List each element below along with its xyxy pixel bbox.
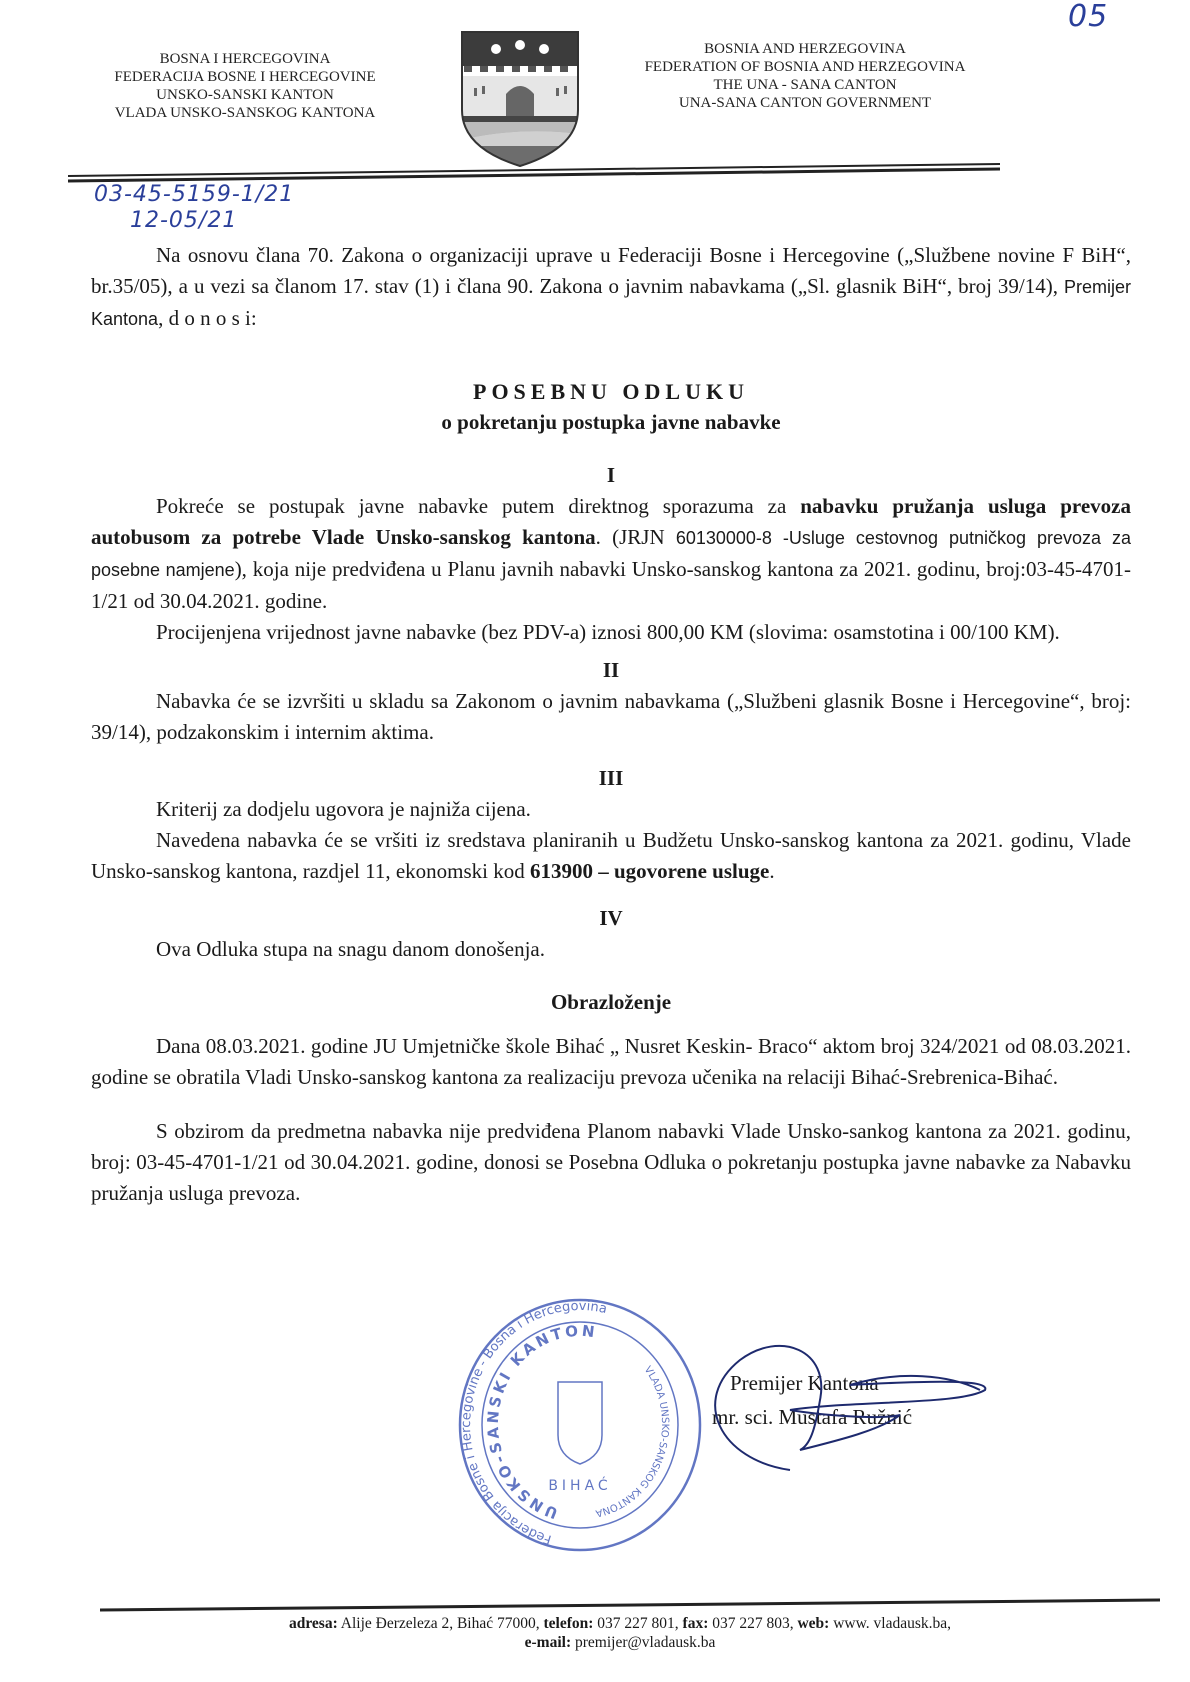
header-right-line: UNA-SANA CANTON GOVERNMENT [678, 95, 932, 111]
footer-contact [120, 1614, 1120, 1652]
explanation-heading: Obrazloženje [550, 990, 672, 1014]
stamp-outer-text: Federacija Bosne i Hercegovine - Bosna i Hercegovina [459, 1298, 609, 1547]
section-heading-ii: II [602, 658, 620, 682]
section-iii-text: Navedena nabavka će se vršiti iz sredstava planiranih u Budžetu Unsko-sanskog kantona za 2021. godinu, Vlade Unsko-sanskog kantona, razdjel 11, ekonomski kod [91, 828, 1131, 883]
section-heading-iii: III [598, 766, 624, 790]
section-heading-i: I [606, 463, 616, 487]
preamble-text: Na osnovu člana 70. Zakona o organizaciji uprave u Federaciji Bosne i Hercegovine („Službene novine F BiH“, br.35/05), a u vezi sa članom 17. stav (1) i člana 90. Zakona o javnim nabavkama („Sl. glasnik BiH“, broj 39/14), [91, 243, 1131, 298]
section-i-estimated-value: Procijenjena vrijednost javne nabavke (bez PDV-a) iznosi 800,00 KM (slovima: osamstotina i 00/100 KM). [156, 620, 1060, 644]
document-subtitle: o pokretanju postupka javne nabavke [441, 410, 781, 434]
handwritten-date: 12-05/21 [130, 208, 238, 233]
explanation-text-2: S obzirom da predmetna nabavka nije predviđena Planom nabavki Vlade Unsko-sankog kantona za 2021. godinu, broj: 03-45-4701-1/21 od 30.04.2021. godine, donosi se Posebna Odluka o pokretanju postupka javne nabavke za Nabavku pružanja usluga prevoza. [91, 1119, 1131, 1205]
section-i-text-b: . (JRJN [595, 525, 676, 549]
section-iii [91, 825, 1131, 887]
header-divider [68, 156, 1000, 184]
official-stamp [455, 1290, 705, 1560]
signatory-name: mr. sci. Mustafa Ružnić [712, 1405, 913, 1429]
section-ii-text: Nabavka će se izvršiti u skladu sa Zakonom o javnim nabavkama („Službeni glasnik Bosne i Hercegovine“, broj: 39/14), podzakonskim i internim aktima. [91, 689, 1131, 744]
stamp-gov-text: VLADA UNSKO-SANSKOG KANTONA [594, 1364, 671, 1519]
handwritten-reference-number: 03-45-5159-1/21 [94, 182, 295, 207]
header-right [630, 40, 980, 112]
handwritten-corner-mark: 05 [1068, 0, 1109, 34]
coat-of-arms-icon [460, 30, 580, 168]
header-right-line: FEDERATION OF BOSNIA AND HERZEGOVINA [644, 59, 966, 75]
phone-value: 037 227 801, [593, 1615, 683, 1632]
section-iii-code: 613900 – ugovorene usluge [529, 859, 770, 883]
web-label: web: [797, 1615, 830, 1632]
fax-label: fax: [682, 1615, 709, 1632]
web-link[interactable]: www. vladausk.ba, [829, 1615, 952, 1632]
preamble [91, 240, 1131, 335]
header-left-line: FEDERACIJA BOSNE I HERCEGOVINE [114, 69, 376, 85]
footer-divider [100, 1596, 1160, 1616]
address-value: Alije Đerzeleza 2, Bihać 77000, [337, 1615, 544, 1632]
document-title: POSEBNU ODLUKU [473, 379, 749, 404]
header-left-line: UNSKO-SANSKI KANTON [156, 87, 334, 103]
stamp-city-text: BIHAĆ [548, 1478, 612, 1494]
stamp-crest-icon [558, 1382, 602, 1464]
svg-text:VLADA UNSKO-SANSKOG KANTONA [594, 1365, 670, 1519]
header-right-line: THE UNA - SANA CANTON [713, 77, 897, 93]
section-iii-text-end: . [769, 859, 775, 883]
header-left-line: VLADA UNSKO-SANSKOG KANTONA [114, 105, 376, 121]
header-right-line: BOSNIA AND HERZEGOVINA [704, 41, 906, 57]
email-link[interactable]: premijer@vladausk.ba [571, 1634, 716, 1651]
section-heading-iv: IV [599, 906, 623, 930]
section-iii-criterion: Kriterij za dodjelu ugovora je najniža cijena. [156, 797, 531, 821]
explanation-text-1: Dana 08.03.2021. godine JU Umjetničke škole Bihać „ Nusret Keskin- Braco“ aktom broj 324/2021 od 08.03.2021. godine se obratila Vladi Unsko-sanskog kantona za realizaciju prevoza učenika na relaciji Bihać-Srebrenica-Bihać. [91, 1034, 1131, 1089]
signatory-role: Premijer Kantona [730, 1371, 879, 1395]
email-label: e-mail: [524, 1634, 572, 1651]
document-body [91, 240, 1131, 1209]
section-i-bold: nabavku pružanja usluga prevoza autobusom za potrebe Vlade Unsko-sanskog kantona [91, 494, 1131, 549]
header-left [90, 50, 400, 122]
preamble-sans-text: Premijer Kantona [91, 277, 1131, 329]
phone-label: telefon: [543, 1615, 594, 1632]
section-iv-text: Ova Odluka stupa na snagu danom donošenja. [156, 937, 546, 961]
stamp-inner-text: UNSKO-SANSKI KANTON [483, 1321, 599, 1523]
address-label: adresa: [288, 1615, 338, 1632]
section-i-text: Pokreće se postupak javne nabavke putem direktnog sporazuma za [156, 494, 801, 518]
section-i [91, 491, 1131, 617]
section-i-text-c: ), koja nije predviđena u Planu javnih nabavki Unsko-sanskog kantona za 2021. godinu, broj:03-45-4701-1/21 od 30.04.2021. godine. [91, 557, 1131, 613]
preamble-text-end: , d o n o s i: [158, 306, 257, 330]
header-left-line: BOSNA I HERCEGOVINA [159, 51, 331, 67]
handwritten-signature [700, 1320, 1000, 1480]
section-i-cpv: 60130000-8 -Usluge cestovnog putničkog prevoza za posebne namjene [91, 528, 1131, 580]
fax-value: 037 227 803, [708, 1615, 798, 1632]
